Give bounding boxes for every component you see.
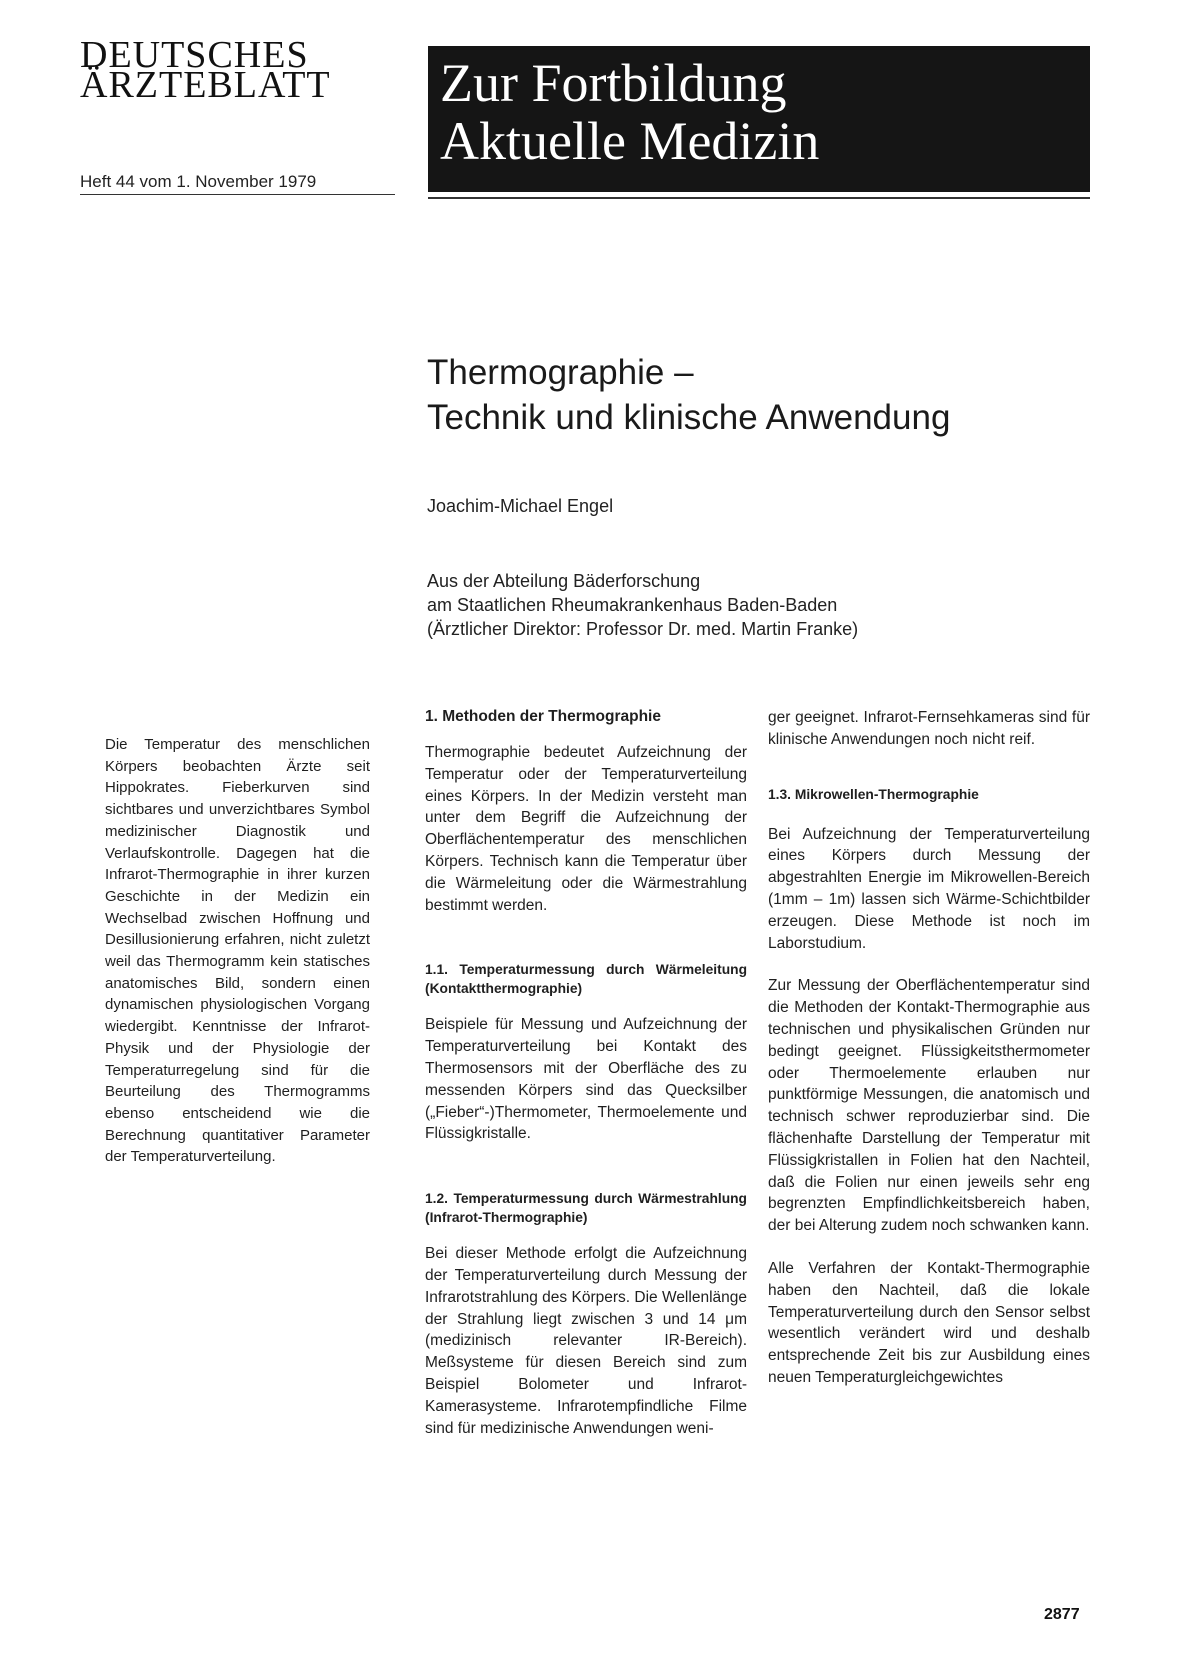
paragraph: Alle Verfahren der Kontakt-Thermographie haben den Nachteil, daß die lokale Temperaturverteilung durch den Sensor selbst wesentlich verändert wird und deshalb entsprechende Zeit bis zur Ausbildung eines neuen Temperaturgleichgewichtes xyxy=(768,1259,1090,1386)
journal-masthead xyxy=(80,34,410,106)
affiliation-line: (Ärztlicher Direktor: Professor Dr. med. Martin Franke) xyxy=(427,619,859,639)
article-affiliation xyxy=(427,569,858,641)
banner-line-2: Aktuelle Medizin xyxy=(440,111,820,171)
subsection-heading: 1.2. Temperaturmessung durch Wärmestrahlung (Infrarot-Thermographie) xyxy=(425,1191,747,1226)
banner-line-1: Zur Fortbildung xyxy=(440,53,787,113)
affiliation-line: Aus der Abteilung Bäderforschung xyxy=(427,571,701,591)
masthead-line-1: DEUTSCHES xyxy=(80,34,309,76)
subsection-heading: 1.3. Mikrowellen-Thermographie xyxy=(768,786,979,802)
article-title xyxy=(427,350,1107,440)
paragraph: Thermographie bedeutet Aufzeichnung der Temperatur oder der Temperaturverteilung eines Körpers. In der Medizin versteht man unter dem Begriff die Aufzeichnung der Oberflächentemperatur des menschlichen Körpers. Technisch kann die Temperatur über die Wärmeleitung oder die Wärmestrahlung bestimmt werden. xyxy=(425,744,747,914)
article-author: Joachim-Michael Engel xyxy=(427,496,614,516)
paragraph: ger geeignet. Infrarot-Fernsehkameras sind für klinische Anwendungen noch nicht reif. xyxy=(768,709,1090,748)
subsection-heading: 1.1. Temperaturmessung durch Wärmeleitung (Kontaktthermographie) xyxy=(425,962,747,997)
paragraph: Bei dieser Methode erfolgt die Aufzeichnung der Temperaturverteilung durch Messung der Infrarotstrahlung des Körpers. Die Wellenlänge der Strahlung liegt zwischen 3 und 14 μm (medizinisch relevanter IR-Bereich). Meßsysteme für diesen Bereich sind zum Beispiel Bolometer und Infrarot-Kamerasysteme. Infrarotempfindliche Filme sind für medizinische Anwendungen weni- xyxy=(425,1245,747,1437)
title-line-1: Thermographie – xyxy=(427,353,694,392)
masthead-line-2: ÄRZTEBLATT xyxy=(80,64,331,106)
page-number: 2877 xyxy=(1044,1606,1080,1623)
paragraph: Zur Messung der Oberflächentemperatur sind die Methoden der Kontakt-Thermographie aus technischen und physikalischen Gründen nur bedingt geeignet. Flüssigkeitsthermometer oder Thermoelemente erlauben nur punktförmige Messungen, die anatomisch und technisch schwer reproduzierbar sind. Die flächenhafte Darstellung der Temperatur mit Flüssigkristallen in Folien hat den Nachteil, daß die Folien nur einen jeweils sehr eng begrenzten Empfindlichkeitsbereich haben, der bei Alterung zudem noch schwanken kann. xyxy=(768,977,1090,1235)
banner-divider xyxy=(428,197,1090,199)
section-banner xyxy=(428,46,1090,192)
text-column-2 xyxy=(768,707,1090,1389)
title-line-2: Technik und klinische Anwendung xyxy=(427,398,951,437)
issue-info: Heft 44 vom 1. November 1979 xyxy=(80,172,317,191)
issue-divider xyxy=(80,194,395,195)
abstract-text: Die Temperatur des menschlichen Körpers beobachten Ärzte seit Hippokrates. Fieberkurven sind sichtbares und unverzichtbares Symbol medizinischer Diagnostik und Verlaufskontrolle. Dagegen hat die Infrarot-Thermographie in ihrer kurzen Geschichte in der Medizin ein Wechselbad zwischen Hoffnung und Desillusionierung erfahren, nicht zuletzt weil das Thermogramm kein statisches anatomisches Bild, sondern einen dynamischen physiologischen Vorgang wiedergibt. Kenntnisse der Infrarot-Physik und der Physiologie der Temperaturregelung sind für die Beurteilung des Thermogramms ebenso entscheidend wie die Berechnung quantitativer Parameter der Temperaturverteilung. xyxy=(105,736,370,1166)
section-heading: 1. Methoden der Thermographie xyxy=(425,708,661,725)
paragraph: Bei Aufzeichnung der Temperaturverteilung eines Körpers durch Messung der abgestrahlten Energie im Mikrowellen-Bereich (1mm – 1m) lassen sich Wärme-Schichtbilder erzeugen. Diese Methode ist noch im Laborstudium. xyxy=(768,825,1090,952)
text-column-1 xyxy=(425,706,747,1439)
affiliation-line: am Staatlichen Rheumakrankenhaus Baden-Baden xyxy=(427,595,838,615)
paragraph: Beispiele für Messung und Aufzeichnung der Temperaturverteilung bei Kontakt des Thermosensors mit der Oberfläche des zu messenden Körpers sind das Quecksilber („Fieber“-)Thermometer, Thermoelemente und Flüssigkristalle. xyxy=(425,1016,747,1143)
abstract-column xyxy=(105,734,370,1168)
